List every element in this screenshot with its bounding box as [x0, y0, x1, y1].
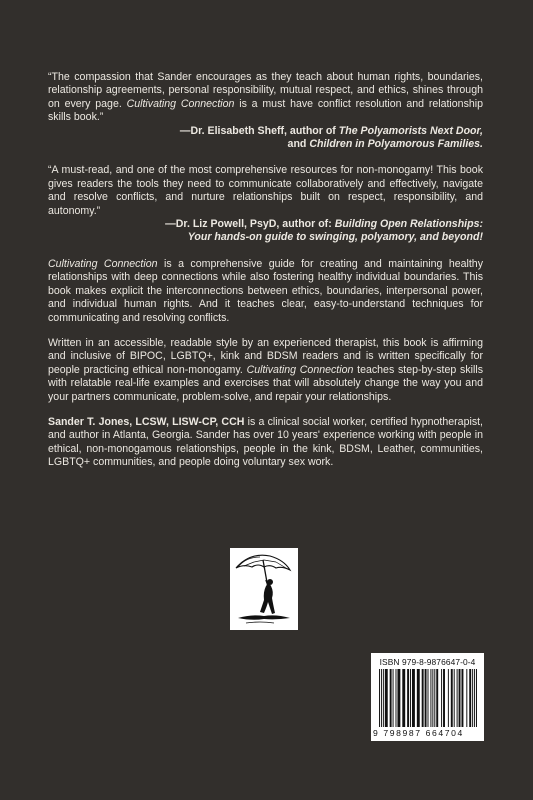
umbrella-figure-logo-icon — [230, 548, 298, 630]
barcode-bar — [434, 669, 435, 727]
barcode-bar — [451, 669, 453, 727]
book-title-italic: Cultivating Connection — [246, 363, 354, 376]
barcode-bar — [397, 669, 400, 727]
barcode-bar — [459, 669, 461, 727]
barcode-bar — [412, 669, 415, 727]
barcode-bars — [378, 669, 478, 729]
barcode-bar — [379, 669, 380, 727]
isbn-barcode — [371, 653, 484, 741]
barcode-bar — [466, 669, 467, 727]
barcode-bar — [422, 669, 424, 727]
barcode-bar — [476, 669, 477, 727]
barcode-bar — [417, 669, 420, 727]
barcode-bar — [407, 669, 409, 727]
book-title-italic: Cultivating Connection — [48, 257, 158, 270]
isbn-label: ISBN 979-8-9876647-0-4 — [379, 657, 476, 667]
barcode-bar — [443, 669, 445, 727]
barcode-bar — [430, 669, 431, 727]
description-paragraph-1: Cultivating Connection is a comprehensive guide for creating and maintaining healthy relationships with deep connections while also fostering healthy individual boundaries. This book makes explicit the interconnections between ethics, boundaries, interpersonal power, and individual human rights. And it teaches clear, easy-to-understand techniques for communicating and resolving conflicts. — [48, 257, 483, 324]
attribution-sheff: —Dr. Elisabeth Sheff, author of The Polyamorists Next Door, and Children in Polyamorous Families. — [179, 124, 483, 151]
barcode-bar — [385, 669, 388, 727]
barcode-bar — [457, 669, 458, 727]
attribution-powell: —Dr. Liz Powell, PsyD, author of: Building Open Relationships: Your hands-on guide to swinging, polyamory, and beyond! — [165, 218, 483, 244]
barcode-number: 9 798987 664704 — [373, 728, 464, 738]
barcode-bar — [432, 669, 433, 727]
barcode-bar — [428, 669, 429, 727]
quote-powell: “A must-read, and one of the most comprehensive resources for non-monogamy! This book gives readers the tools they need to communicate collaboratively and effectively, navigate and resolve conflicts, and nurture relationships built on respect, responsibility, and autonomy.” — [48, 164, 483, 217]
barcode-bar — [381, 669, 382, 727]
author-bio: Sander T. Jones, LCSW, LISW-CP, CCH is a clinical social worker, certified hypnotherapist, and author in Atlanta, Georgia. Sander has over 10 years' experience working with people in ethical, non-monogamous relationships, people in the kink, BDSM, Leather, communities, LGBTQ+ communities, and people doing voluntary sex work. — [48, 415, 484, 469]
barcode-bar — [461, 669, 463, 727]
description-paragraph-2: Written in an accessible, readable style by an experienced therapist, this book is affirming and inclusive of BIPOC, LGBTQ+, kink and BDSM readers and is written specifically for people practicing ethical non-monogamy. Cultivating Connection teaches step-by-step skills with relatable real-life examples and exercises that will absolutely change the way you and your partners communicate, problem-solve, and repair your relationships. — [48, 336, 483, 403]
barcode-bar — [396, 669, 397, 727]
back-cover-text — [48, 71, 483, 470]
barcode-bar — [474, 669, 475, 727]
barcode-bar — [425, 669, 427, 727]
barcode-bar — [454, 669, 455, 727]
barcode-bar — [469, 669, 471, 727]
barcode-bar — [383, 669, 384, 727]
author-name: Sander T. Jones, LCSW, LISW-CP, CCH — [48, 415, 245, 428]
barcode-bar — [393, 669, 394, 727]
barcode-bar — [390, 669, 392, 727]
quote-sheff: “The compassion that Sander encourages as they teach about human rights, boundaries, relationship agreements, personal responsibility, mutual respect, and ethics, shines through on every page. Cultivating Connection is a must have conflict resolution and relationship skills book.” — [48, 71, 484, 124]
barcode-bar — [472, 669, 473, 727]
barcode-bar — [410, 669, 411, 727]
barcode-bar — [436, 669, 438, 727]
barcode-bar — [441, 669, 442, 727]
barcode-bar — [402, 669, 405, 727]
publisher-logo — [230, 548, 298, 630]
book-title-italic: Cultivating Connection — [126, 97, 235, 110]
barcode-bar — [448, 669, 449, 727]
